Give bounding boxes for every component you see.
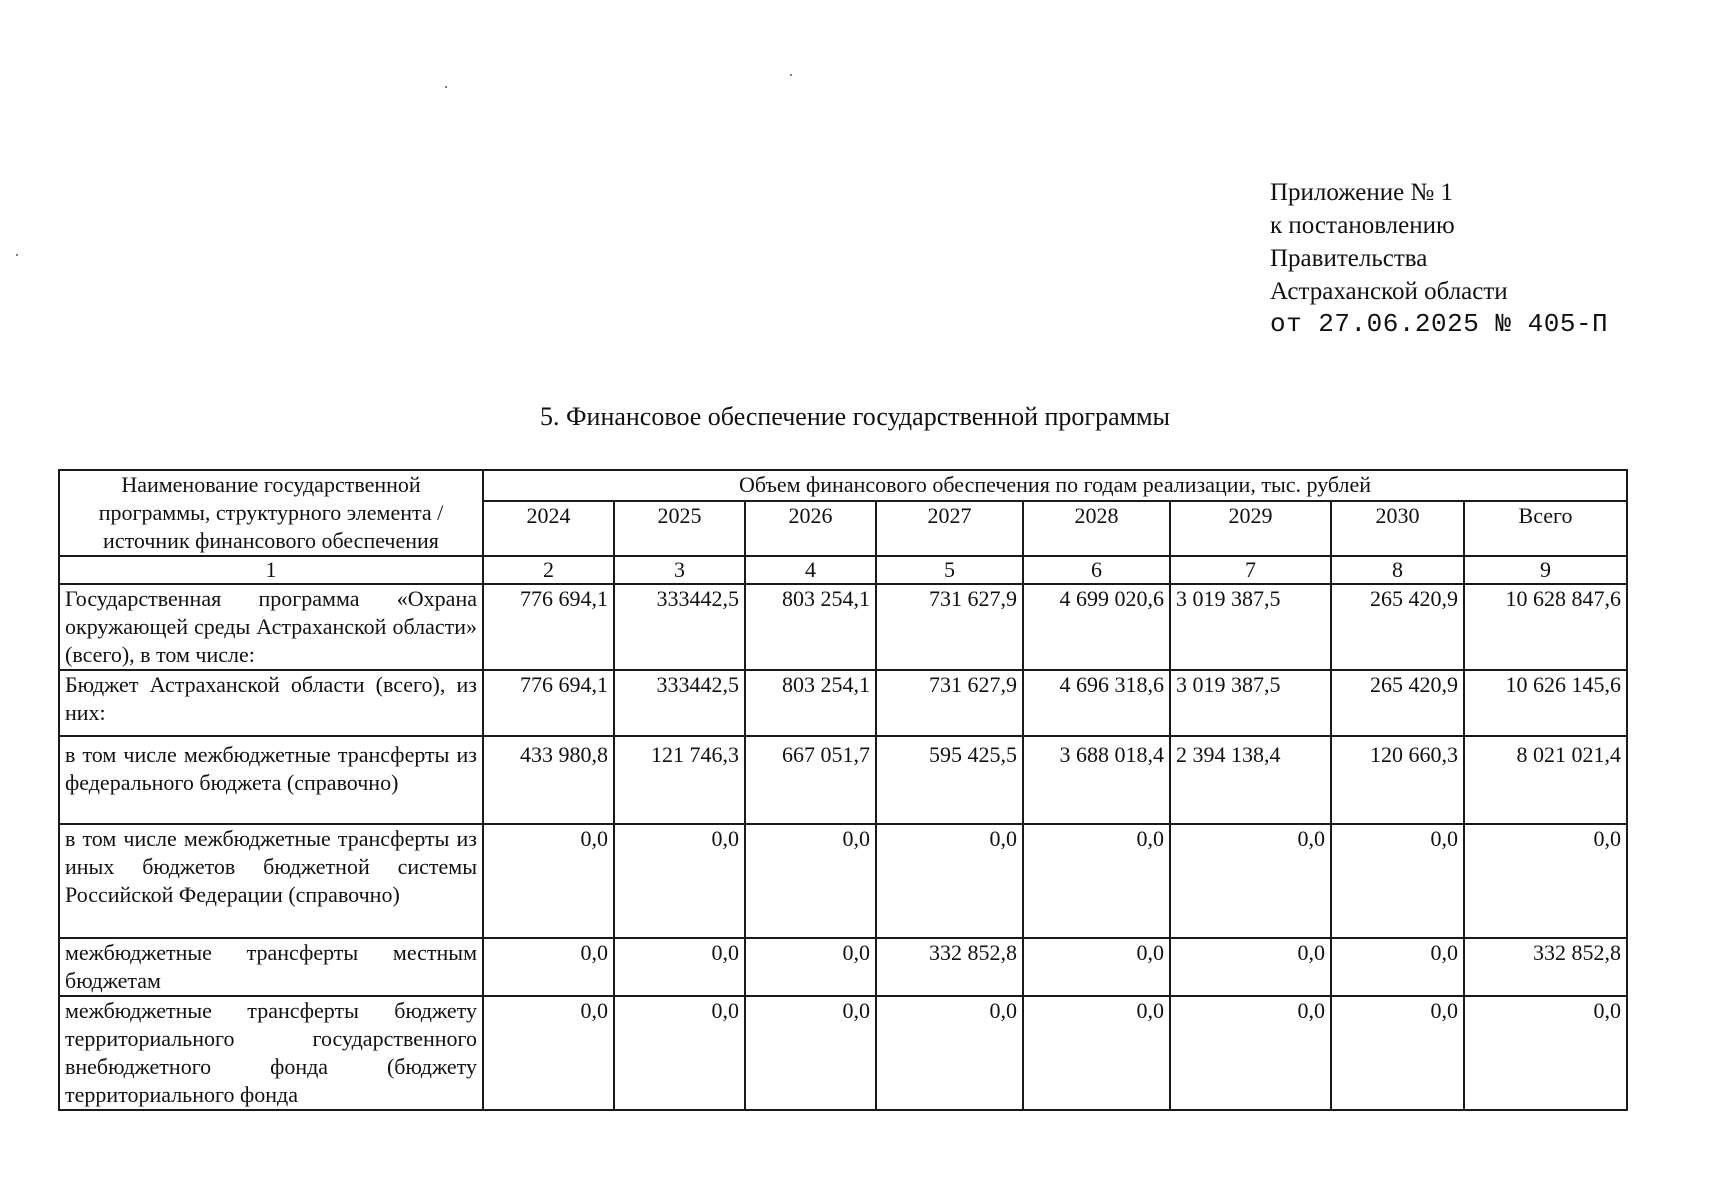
column-number: 3 <box>614 556 745 584</box>
total-cell: 10 626 145,6 <box>1464 670 1627 736</box>
scan-speck <box>16 254 18 256</box>
appendix-government: Правительства <box>1270 245 1428 272</box>
value-cell: 265 420,9 <box>1331 670 1464 736</box>
row-name: в том числе межбюджетные трансферты из иных бюджетов бюджетной системы Российской Федерации (справочно) <box>59 824 483 938</box>
value-cell: 0,0 <box>614 996 745 1110</box>
value-cell: 803 254,1 <box>745 670 876 736</box>
value-cell: 667 051,7 <box>745 736 876 824</box>
value-cell: 0,0 <box>483 938 614 996</box>
row-name: Государственная программа «Охрана окружающей среды Астраханской области» (всего), в том числе: <box>59 584 483 670</box>
value-cell: 333442,5 <box>614 584 745 670</box>
value-cell: 0,0 <box>1170 996 1331 1110</box>
value-cell: 595 425,5 <box>876 736 1023 824</box>
table-row <box>59 938 1627 996</box>
total-cell: 332 852,8 <box>1464 938 1627 996</box>
row-name-text: межбюджетные трансферты бюджету территориального государственного внебюджетного фонда (бюджету территориального фонда <box>65 998 477 1107</box>
row-name: в том числе межбюджетные трансферты из федерального бюджета (справочно) <box>59 736 483 824</box>
column-number: 9 <box>1464 556 1627 584</box>
table-row <box>59 670 1627 736</box>
header-name-cell: Наименование государственной программы, структурного элемента / источник финансового обеспечения <box>59 470 483 556</box>
header-year: 2024 <box>483 501 614 556</box>
value-cell: 3 019 387,5 <box>1170 670 1331 736</box>
value-cell: 0,0 <box>1331 996 1464 1110</box>
row-name <box>59 996 483 1110</box>
value-cell: 3 019 387,5 <box>1170 584 1331 670</box>
column-number: 5 <box>876 556 1023 584</box>
value-cell: 0,0 <box>614 938 745 996</box>
value-cell: 0,0 <box>1331 824 1464 938</box>
value-cell: 0,0 <box>876 996 1023 1110</box>
value-cell: 0,0 <box>745 824 876 938</box>
table-row <box>59 824 1627 938</box>
financing-table <box>58 469 1628 1111</box>
value-cell: 0,0 <box>1170 938 1331 996</box>
value-cell: 333442,5 <box>614 670 745 736</box>
value-cell: 0,0 <box>745 996 876 1110</box>
header-year: 2026 <box>745 501 876 556</box>
value-cell: 120 660,3 <box>1331 736 1464 824</box>
value-cell: 0,0 <box>1023 996 1170 1110</box>
value-cell: 2 394 138,4 <box>1170 736 1331 824</box>
value-cell: 0,0 <box>745 938 876 996</box>
value-cell: 332 852,8 <box>876 938 1023 996</box>
header-total: Всего <box>1464 501 1627 556</box>
appendix-region: Астраханской области <box>1270 278 1508 305</box>
value-cell: 0,0 <box>1023 938 1170 996</box>
value-cell: 731 627,9 <box>876 584 1023 670</box>
value-cell: 0,0 <box>1023 824 1170 938</box>
header-year: 2027 <box>876 501 1023 556</box>
column-number-row <box>59 556 1627 584</box>
value-cell: 803 254,1 <box>745 584 876 670</box>
appendix-to-resolution: к постановлению <box>1270 212 1455 239</box>
row-name: межбюджетные трансферты местным бюджетам <box>59 938 483 996</box>
value-cell: 3 688 018,4 <box>1023 736 1170 824</box>
scan-speck <box>790 74 792 76</box>
header-year: 2029 <box>1170 501 1331 556</box>
value-cell: 731 627,9 <box>876 670 1023 736</box>
value-cell: 776 694,1 <box>483 584 614 670</box>
header-year: 2030 <box>1331 501 1464 556</box>
column-number: 7 <box>1170 556 1331 584</box>
value-cell: 0,0 <box>876 824 1023 938</box>
header-year: 2028 <box>1023 501 1170 556</box>
value-cell: 776 694,1 <box>483 670 614 736</box>
column-number: 8 <box>1331 556 1464 584</box>
table-row <box>59 584 1627 670</box>
appendix-number: Приложение № 1 <box>1270 179 1454 206</box>
total-cell: 0,0 <box>1464 824 1627 938</box>
scan-speck <box>445 86 447 88</box>
section-title: 5. Финансовое обеспечение государственной программы <box>539 402 1171 431</box>
value-cell: 0,0 <box>483 824 614 938</box>
value-cell: 0,0 <box>614 824 745 938</box>
total-cell: 10 628 847,6 <box>1464 584 1627 670</box>
value-cell: 0,0 <box>1331 938 1464 996</box>
table-row <box>59 996 1627 1110</box>
value-cell: 433 980,8 <box>483 736 614 824</box>
value-cell: 4 696 318,6 <box>1023 670 1170 736</box>
column-number: 1 <box>59 556 483 584</box>
appendix-date-stamp: от 27.06.2025 № 405-П <box>1270 309 1609 339</box>
value-cell: 0,0 <box>1170 824 1331 938</box>
total-cell: 8 021 021,4 <box>1464 736 1627 824</box>
value-cell: 0,0 <box>483 996 614 1110</box>
value-cell: 121 746,3 <box>614 736 745 824</box>
appendix-block <box>1270 176 1608 341</box>
header-group-cell: Объем финансового обеспечения по годам реализации, тыс. рублей <box>483 470 1627 501</box>
value-cell: 4 699 020,6 <box>1023 584 1170 670</box>
total-cell: 0,0 <box>1464 996 1627 1110</box>
value-cell: 265 420,9 <box>1331 584 1464 670</box>
row-name: Бюджет Астраханской области (всего), из них: <box>59 670 483 736</box>
column-number: 4 <box>745 556 876 584</box>
column-number: 2 <box>483 556 614 584</box>
table-row <box>59 736 1627 824</box>
column-number: 6 <box>1023 556 1170 584</box>
header-year: 2025 <box>614 501 745 556</box>
